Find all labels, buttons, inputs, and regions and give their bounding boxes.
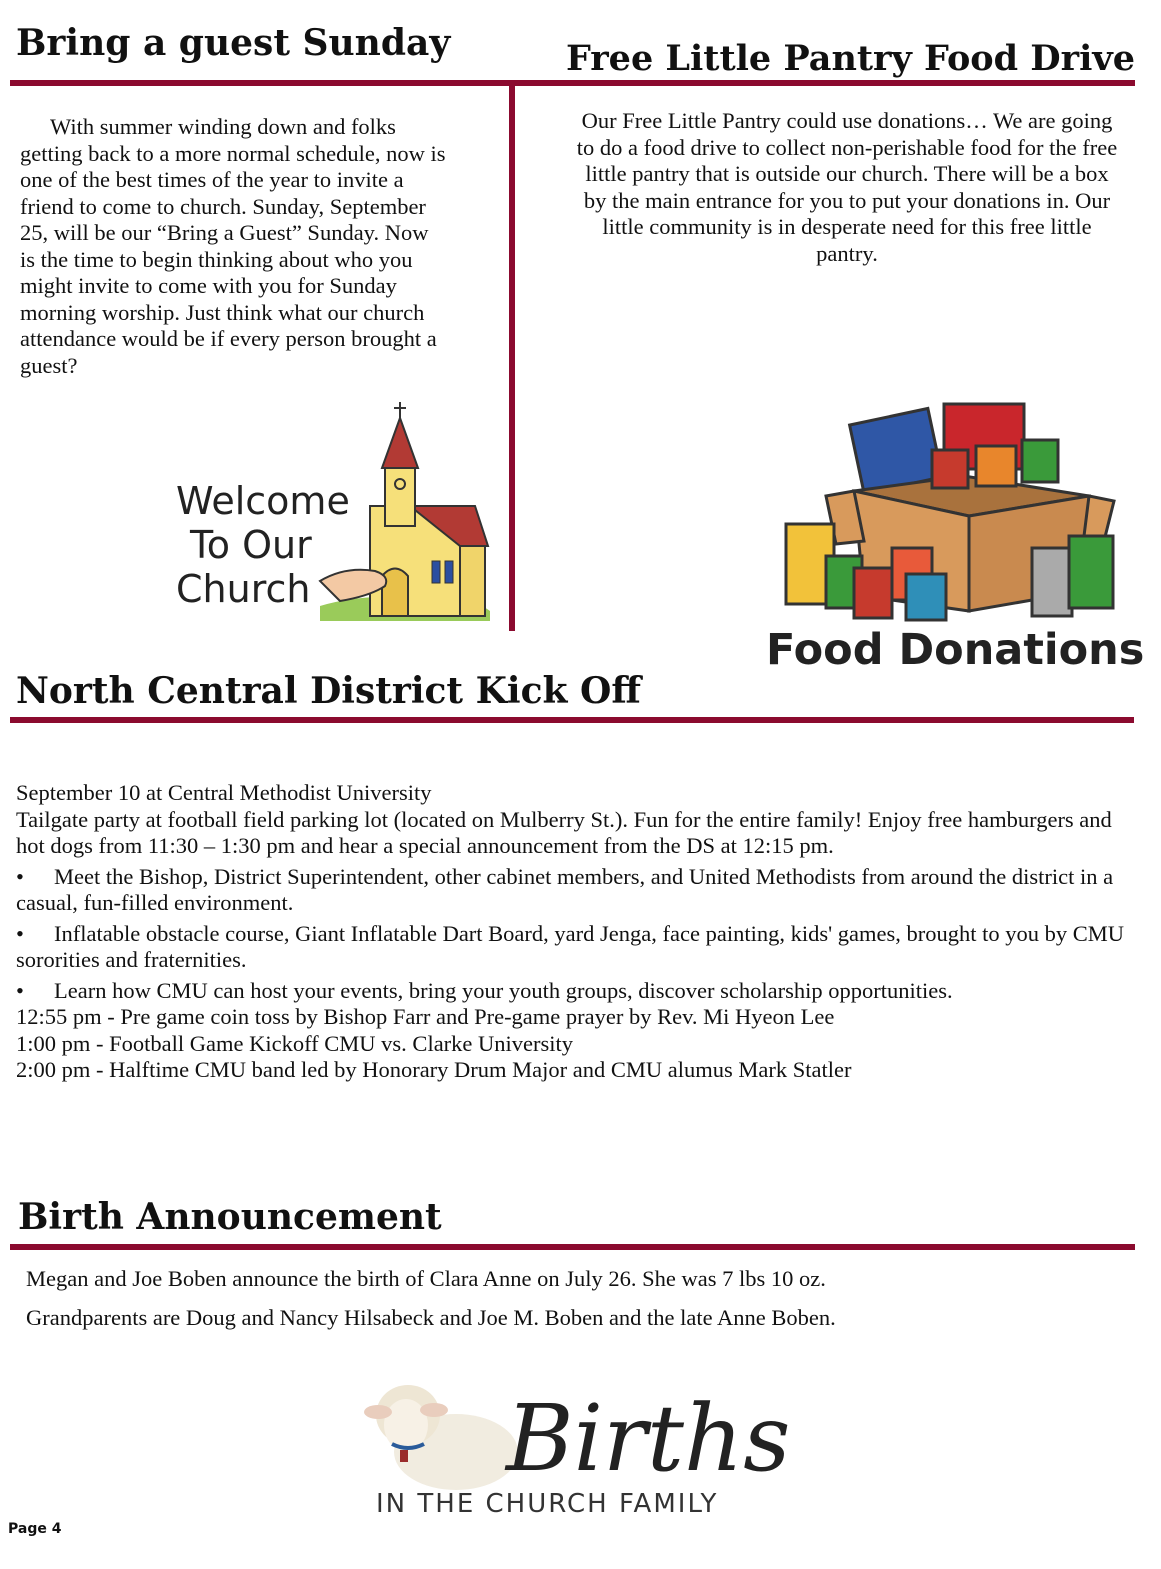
kickoff-line-date: September 10 at Central Methodist University [16,780,432,805]
kickoff-bullet-text-1: • Meet the Bishop, District Superintendent, other cabinet members, and United Methodists from around the district in a casual, fun-filled environment. [16,863,1114,915]
kickoff-schedule-2: 1:00 pm - Football Game Kickoff CMU vs. Clarke University [16,1030,574,1056]
kickoff-body [16,780,1126,1084]
kickoff-schedule-3: 2:00 pm - Halftime CMU band led by Honorary Drum Major and CMU alumus Mark Statler [16,1057,852,1082]
births-subtitle: IN THE CHURCH FAMILY [376,1489,719,1519]
kickoff-bullet-text-3: • Learn how CMU can host your events, bring your youth groups, discover scholarship opportunities. [16,977,953,1003]
pantry-paragraph [574,108,1120,267]
food-donations-image [764,396,1145,676]
food-donations-caption: Food Donations [766,625,1145,675]
welcome-line-1: Welcome [176,479,350,523]
birth-rule [10,1244,1135,1250]
pantry-heading: Free Little Pantry Food Drive [566,38,1135,79]
kickoff-bullet-2 [16,921,1126,974]
births-script-word: Births [506,1385,791,1492]
guest-heading: Bring a guest Sunday [16,22,451,64]
page-number: Page 4 [8,1521,62,1537]
birth-line-2: Grandparents are Doug and Nancy Hilsabeck and Joe M. Boben and the late Anne Boben. [26,1305,836,1330]
welcome-church-clipart [170,396,500,632]
pantry-paragraph-text: Our Free Little Pantry could use donations… We are going to do a food drive to collect non-perishable food for the free little pantry that is outside our church. There will be a box by the main entrance for you to put your donations in. Our little community is in desperate need for this free little pantry. [576,108,1118,266]
top-rule [10,80,1135,86]
guest-paragraph [20,114,446,379]
kickoff-bullet-text-2: • Inflatable obstacle course, Giant Inflatable Dart Board, yard Jenga, face painting, kids' games, brought to you by CMU sororities and fraternities. [16,920,1124,972]
birth-line-1: Megan and Joe Boben announce the birth of Clara Anne on July 26. She was 7 lbs 10 oz. [26,1266,826,1291]
welcome-line-2: To Our [190,523,312,567]
birth-heading: Birth Announcement [18,1196,442,1238]
guest-paragraph-text: With summer winding down and folks getting back to a more normal schedule, now is one of the best times of the year to invite a friend to come to church. Sunday, September 25, will be our “Bring a Guest” Sunday. Now is the time to begin thinking about who you might invite to come with you for Sunday morning worship. Just think what our church attendance would be if every person brought a guest? [20,114,446,378]
kickoff-heading: North Central District Kick Off [16,670,641,712]
kickoff-rule [10,717,1134,723]
kickoff-bullet-1 [16,864,1126,917]
kickoff-schedule-1: 12:55 pm - Pre game coin toss by Bishop Farr and Pre-game prayer by Rev. Mi Hyeon Lee [16,1004,835,1029]
column-divider [509,86,515,631]
kickoff-line-tailgate: Tailgate party at football field parking lot (located on Mulberry St.). Fun for the entire family! Enjoy free hamburgers and hot dogs from 11:30 – 1:30 pm and hear a special announcement from the DS at 12:15 pm. [16,806,1112,858]
welcome-line-3: Church [176,567,311,611]
births-graphic [356,1370,791,1520]
kickoff-bullet-3 [16,978,1126,1005]
